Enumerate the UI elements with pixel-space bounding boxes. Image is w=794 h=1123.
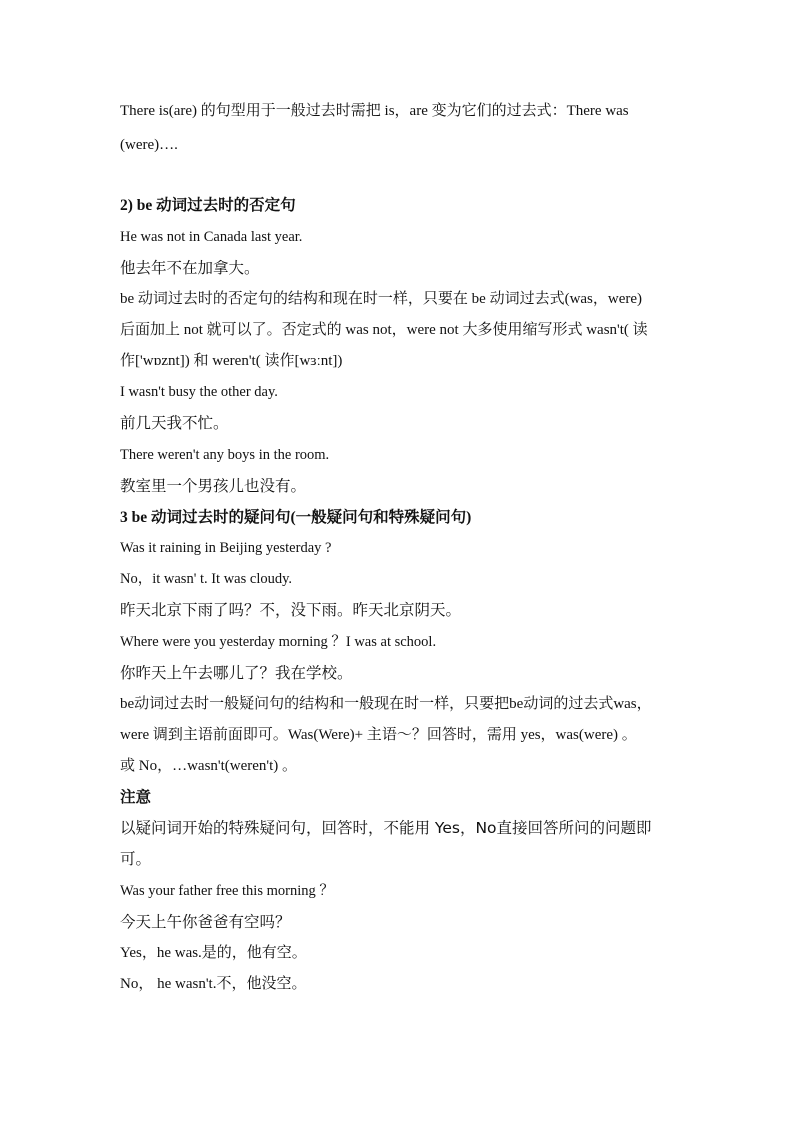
explanation-line: 或 No，…wasn't(weren't) 。 [120, 758, 298, 774]
section-heading-negative: 2) be 动词过去时的否定句 [120, 197, 296, 214]
explanation-line: 后面加上 not 就可以了。否定式的 was not，were not 大多使用缩写形式 wasn't( 读 [120, 322, 648, 338]
explanation-line: 作['wɒznt]) 和 weren't( 读作[wɜːnt]) [120, 353, 343, 369]
explanation-line: be动词过去时一般疑问句的结构和一般现在时一样，只要把be动词的过去式was， [120, 696, 652, 712]
translation-line: 你昨天上午去哪儿了？我在学校。 [120, 664, 353, 682]
note-line: 可。 [120, 850, 152, 868]
example-sentence: Where were you yesterday morning ？I was at school. [120, 634, 437, 650]
translation-line: 前几天我不忙。 [120, 414, 229, 432]
translation-line: 今天上午你爸爸有空吗？ [120, 913, 291, 931]
document-page [120, 0, 680, 1123]
text-line-there-were: (were)…. [120, 137, 178, 153]
example-sentence: Was it raining in Beijing yesterday ? [120, 540, 332, 556]
note-heading: 注意 [120, 788, 152, 806]
example-sentence: There weren't any boys in the room. [120, 447, 330, 463]
section-heading-questions: 3 be 动词过去时的疑问句(一般疑问句和特殊疑问句) [120, 509, 472, 526]
text-line-there-is-intro: There is(are) 的句型用于一般过去时需把 is，are 变为它们的过去式：There was [120, 103, 629, 119]
example-sentence: Was your father free this morning ？ [120, 883, 334, 899]
example-sentence: He was not in Canada last year. [120, 229, 303, 245]
answer-line: No， he wasn't.不，他没空。 [120, 976, 307, 992]
answer-line: Yes，he was.是的，他有空。 [120, 945, 307, 961]
note-line: 以疑问词开始的特殊疑问句，回答时，不能用 Yes，No直接回答所问的问题即 [120, 819, 652, 837]
translation-line: 他去年不在加拿大。 [120, 259, 260, 277]
explanation-line: were 调到主语前面即可。Was(Were)+ 主语～？回答时，需用 yes，was(were) 。 [120, 727, 637, 743]
example-sentence: I wasn't busy the other day. [120, 384, 278, 400]
translation-line: 昨天北京下雨了吗？不，没下雨。昨天北京阴天。 [120, 601, 462, 619]
example-sentence: No，it wasn' t. It was cloudy. [120, 571, 293, 587]
translation-line: 教室里一个男孩儿也没有。 [120, 477, 307, 495]
explanation-line: be 动词过去时的否定句的结构和现在时一样，只要在 be 动词过去式(was，were) [120, 291, 643, 307]
